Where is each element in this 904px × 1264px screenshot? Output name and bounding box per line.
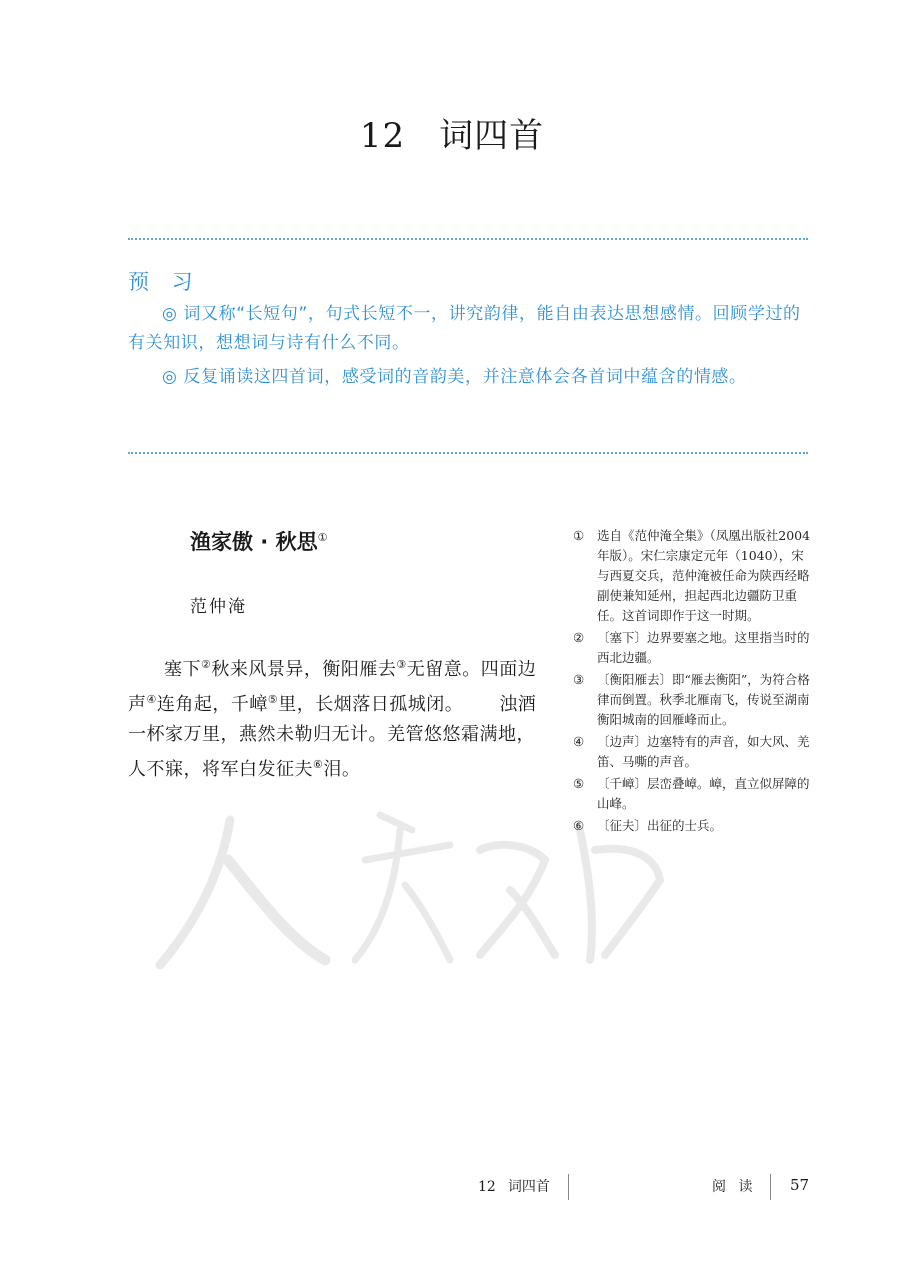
footnote-ref: ④: [146, 693, 157, 706]
footnote-ref: ⑤: [267, 693, 279, 706]
poem-title-text: 渔家傲 · 秋思: [190, 530, 318, 554]
footnote-text: 〔征夫〕出征的士兵。: [597, 818, 723, 833]
footnote-mark: ①: [573, 528, 585, 543]
footnote-text: 〔衡阳雁去〕即“雁去衡阳”，为符合格律而倒置。秋季北雁南飞，传说至湖南衡阳城南的回雁峰而止。: [597, 672, 810, 727]
footnote-text: 〔塞下〕边界要塞之地。这里指当时的西北边疆。: [597, 630, 810, 665]
lesson-number: 12: [359, 116, 406, 156]
watermark-brush-icon: [150, 790, 670, 980]
footnote-mark: ③: [573, 672, 585, 687]
footer-lesson-title: 词四首: [507, 1179, 550, 1195]
footnote-text: 〔边声〕边塞特有的声音，如大风、羌笛、马嘶的声音。: [597, 734, 810, 769]
poem-body: [128, 650, 540, 785]
preview-paragraph-2: ◎ 反复诵读这四首词，感受词的音韵美，并注意体会各首词中蕴含的情感。: [162, 367, 747, 387]
footnote: [573, 670, 813, 730]
poem-title: [190, 526, 327, 556]
lesson-title: [0, 108, 904, 157]
footer-section: 阅 读: [712, 1179, 757, 1195]
footnote-mark: ⑤: [573, 776, 585, 791]
footer-lesson-number: 12: [478, 1179, 496, 1195]
footnote-ref: ⑥: [313, 758, 324, 771]
footnote: [573, 526, 813, 626]
footer-separator: [770, 1174, 771, 1200]
poem-text: 连角起，千嶂: [156, 694, 268, 715]
divider-top: [128, 238, 808, 240]
footnote-mark: ④: [573, 734, 585, 749]
divider-bottom: [128, 452, 808, 454]
poem-text: 塞下: [164, 659, 201, 680]
footnote-ref: ③: [396, 658, 407, 671]
preview-heading: 预 习: [128, 270, 201, 294]
footnote: [573, 732, 813, 772]
poem-text: 秋来风景异，衡阳雁去: [211, 659, 397, 680]
footnote-ref: ①: [317, 531, 328, 544]
poem-text: 里，长烟落日孤城闭。: [278, 694, 464, 715]
footer-lesson: [478, 1176, 550, 1196]
footnote-text: 选自《范仲淹全集》（凤凰出版社2004年版）。宋仁宗康定元年（1040），宋与西夏交兵，范仲淹被任命为陕西经略副使兼知延州，担起西北边疆防卫重任。这首词即作于这一时期。: [597, 528, 811, 623]
footnote: [573, 628, 813, 668]
footnote-mark: ⑥: [573, 818, 585, 833]
footnote-ref: ②: [201, 658, 212, 671]
poem-author: 范仲淹: [190, 597, 247, 617]
poem-text: 无留意。四面边声: [128, 659, 537, 715]
page-number: 57: [790, 1176, 810, 1194]
poem-text: 泪。: [323, 759, 361, 780]
lesson-title-text: 词四首: [439, 116, 545, 156]
footnote-text: 〔千嶂〕层峦叠嶂。嶂，直立似屏障的山峰。: [597, 776, 810, 811]
poem-text: 浊酒一杯家万里，燕然未勒归无计。羌管悠悠霜满地，人不寐，将军白发征夫: [128, 694, 537, 780]
preview-paragraph-1: ◎ 词又称“长短句”，句式长短不一，讲究韵律，能自由表达思想感情。回顾学过的有关知识，想想词与诗有什么不同。: [128, 304, 801, 353]
footnote-mark: ②: [573, 630, 585, 645]
footer-separator: [568, 1174, 569, 1200]
